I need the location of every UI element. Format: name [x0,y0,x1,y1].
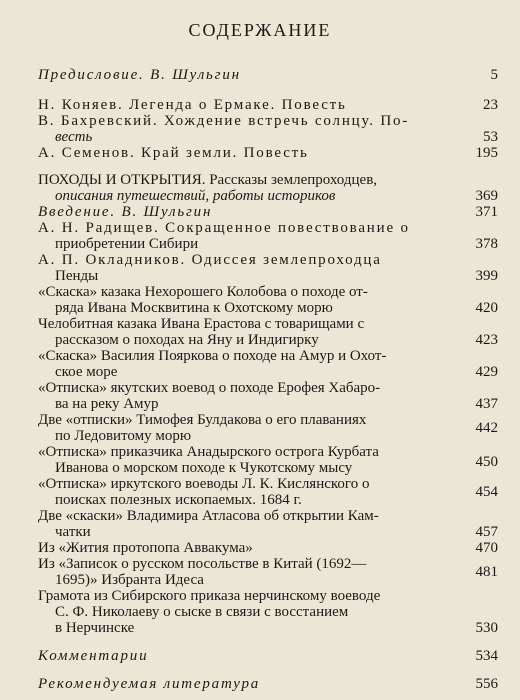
toc-page-number: 534 [475,648,498,664]
toc-entry-line: «Скаска» казака Нехорошего Колобова о походе от- [38,284,368,300]
toc-section-heading: ПОХОДЫ И ОТКРЫТИЯ. Рассказы землепроходцев, [38,172,378,188]
toc-page-number: 454 [475,484,498,500]
toc-entry-line: Пенды [55,268,99,284]
toc-entry-line: Н. Коняев. Легенда о Ермаке. Повесть [38,97,347,113]
toc-entry-preface: Предисловие. В. Шульгин [38,67,241,83]
toc-page-number: 195 [475,145,498,161]
toc-entry-line: ва на реку Амур [55,396,159,412]
toc-entry-line: чатки [55,524,91,540]
toc-page-number: 399 [475,268,498,284]
toc-entry-line: Введение. В. Шульгин [38,204,213,220]
toc-entry-line: «Отписка» приказчика Анадырского острога Курбата [38,444,379,460]
toc-entry-line: ряда Ивана Москвитина к Охотскому морю [55,300,333,316]
toc-page-number: 423 [475,332,498,348]
toc-entry-line: рассказом о походах на Яну и Индигирку [55,332,319,348]
toc-page-number: 442 [475,420,498,436]
toc-page-number: 457 [475,524,498,540]
toc-entry-line: Две «отписки» Тимофея Булдакова о его плаваниях [38,412,367,428]
page-title: СОДЕРЖАНИЕ [188,20,332,40]
toc-entry-line: по Ледовитому морю [55,428,192,444]
toc-page-number: 5 [490,67,498,83]
toc-page-number: 378 [475,236,498,252]
toc-page-number: 450 [475,454,498,470]
toc-entry-line: «Скаска» Василия Пояркова о походе на Амур и Охот- [38,348,387,364]
toc-page-number: 371 [475,204,498,220]
toc-entry-line: Челобитная казака Ивана Ерастова с товарищами с [38,316,365,332]
toc-entry-line: А. П. Окладников. Одиссея землепроходца [38,252,382,268]
toc-entry-line: «Отписка» иркутского воеводы Л. К. Кислянского о [38,476,370,492]
toc-page-number: 556 [475,676,498,692]
toc-page-number: 470 [475,540,498,556]
toc-page-number: 23 [483,97,498,113]
toc-entry-line: приобретении Сибири [55,236,199,252]
toc-page-number: 53 [483,129,498,145]
toc-entry-line: Иванова о морском походе к Чукотскому мысу [55,460,353,476]
toc-entry-line: А. Семенов. Край земли. Повесть [38,145,309,161]
toc-entry-commentary: Комментарии [38,648,149,664]
toc-entry-line: весть [55,129,93,145]
toc-entry-line: ское море [55,364,118,380]
toc-entry-line: 1695)» Избранта Идеса [55,572,204,588]
toc-page-number: 481 [475,564,498,580]
toc-page-number: 369 [475,188,498,204]
toc-page-number: 429 [475,364,498,380]
toc-entry-line: Из «Записок о русском посольстве в Китай (1692— [38,556,367,572]
toc-entry-line: описания путешествий, работы историков [55,188,336,204]
toc-entry-line: В. Бахревский. Хождение встречь солнцу. По- [38,113,410,129]
toc-page-number: 437 [475,396,498,412]
toc-entry-line: Две «скаски» Владимира Атласова об открытии Кам- [38,508,379,524]
toc-entry-line: в Нерчинске [55,620,135,636]
toc-page-number: 530 [475,620,498,636]
toc-page-number: 420 [475,300,498,316]
toc-entry-line: «Отписка» якутских воевод о походе Ерофея Хабаро- [38,380,381,396]
toc-entry-line: Из «Жития протопопа Аввакума» [38,540,253,556]
toc-entry-line: С. Ф. Николаеву о сыске в связи с восстанием [55,604,349,620]
toc-entry-line: А. Н. Радищев. Сокращенное повествование о [38,220,410,236]
toc-entry-line: Грамота из Сибирского приказа нерчинскому воеводе [38,588,381,604]
toc-entry-line: поисках полезных ископаемых. 1684 г. [55,492,302,508]
toc-entry-reading-list: Рекомендуемая литература [38,676,261,692]
